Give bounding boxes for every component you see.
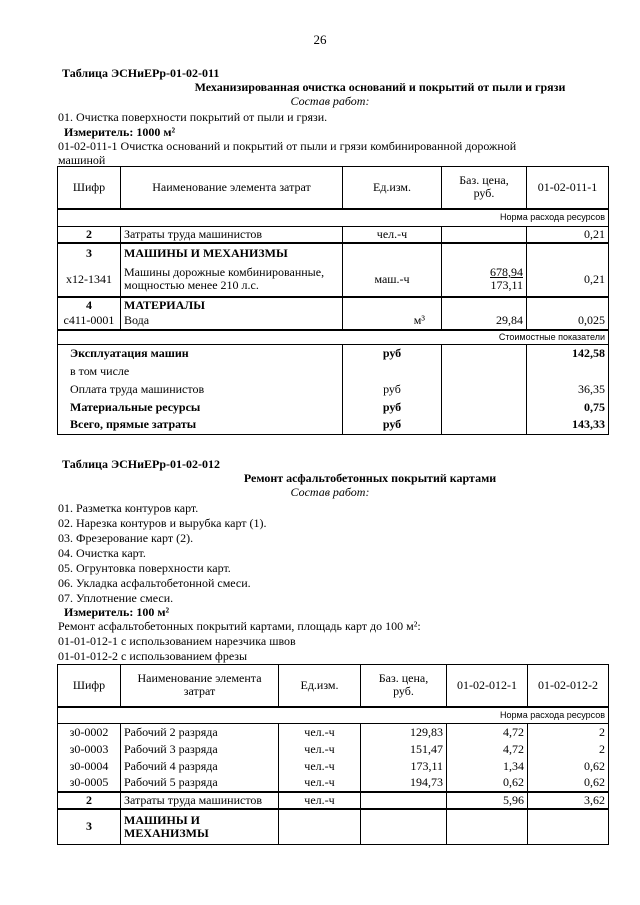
row-code: з0-0003 (58, 741, 121, 758)
row-value: 36,35 (527, 380, 609, 398)
table1-title: Механизированная очистка оснований и покрытий от пыли и грязи (194, 80, 566, 94)
row-name: Затраты труда машинистов (121, 227, 343, 243)
row-value: 0,025 (527, 313, 609, 330)
section-title-materials: МАТЕРИАЛЫ (121, 297, 343, 313)
row-unit: чел.-ч (279, 792, 361, 809)
col-price-header: Баз. цена, руб. (361, 665, 447, 707)
table-row (58, 362, 609, 380)
col-price-header: Баз. цена, руб. (442, 167, 527, 209)
table2-heading: Таблица ЭСНиЕРр-01-02-012 (62, 457, 221, 471)
row-value: 0,21 (527, 227, 609, 243)
row-price (442, 227, 527, 243)
row-code: 3 (58, 243, 121, 263)
row-unit: руб (343, 416, 442, 434)
table2-work-item: 07. Уплотнение смеси. (58, 591, 174, 605)
table-row (58, 313, 609, 330)
row-value-2: 3,62 (528, 792, 609, 809)
row-name: Вода (121, 313, 343, 330)
table-row (58, 775, 609, 792)
table1-description: 01-02-011-1 Очистка оснований и покрытий от пыли и грязи комбинированной дорожной (58, 139, 517, 153)
row-code: з0-0004 (58, 758, 121, 775)
row-unit: чел.-ч (279, 758, 361, 775)
table1-work-item: 01. Очистка поверхности покрытий от пыли и грязи. (58, 110, 328, 124)
table2-description: Ремонт асфальтобетонных покрытий картами, площадь карт до 100 м²: (58, 619, 421, 633)
row-code: 2 (58, 792, 121, 809)
norm-label: Норма расхода ресурсов (58, 209, 609, 227)
table1-heading: Таблица ЭСНиЕРр-01-02-011 (62, 66, 220, 80)
row-name: Оплата труда машинистов (58, 380, 343, 398)
table1-header-row (58, 167, 609, 209)
table1-description-cont: машиной (58, 153, 106, 167)
row-code: х12-1341 (58, 263, 121, 297)
row-unit: м³ (343, 313, 442, 330)
row-unit: чел.-ч (343, 227, 442, 243)
row-code: з0-0002 (58, 724, 121, 741)
table2-work-item: 06. Укладка асфальтобетонной смеси. (58, 576, 251, 590)
table-row (58, 758, 609, 775)
row-unit: чел.-ч (279, 775, 361, 792)
cost-label-row (58, 330, 609, 345)
table2-work-item: 01. Разметка контуров карт. (58, 501, 199, 515)
row-value-2: 0,62 (528, 775, 609, 792)
section-title-machines: МАШИНЫ И МЕХАНИЗМЫ (121, 243, 343, 263)
row-price: 29,84 (442, 313, 527, 330)
table2 (57, 664, 609, 845)
table-row (58, 724, 609, 741)
row-value-2: 2 (528, 741, 609, 758)
row-code: 2 (58, 227, 121, 243)
row-name: Рабочий 3 разряда (121, 741, 279, 758)
table-row (58, 809, 609, 845)
col-name-header: Наименование элемента затрат (121, 167, 343, 209)
row-unit: чел.-ч (279, 741, 361, 758)
table2-work-item: 05. Огрунтовка поверхности карт. (58, 561, 231, 575)
row-name: Затраты труда машинистов (121, 792, 279, 809)
table2-work-item: 04. Очистка карт. (58, 546, 146, 560)
table1-work-label: Состав работ: (290, 94, 370, 108)
row-price: 151,47 (361, 741, 447, 758)
col-name-header: Наименование элемента затрат (121, 665, 279, 707)
row-name: Машины дорожные комбинированные, мощностью менее 210 л.с. (121, 263, 343, 297)
table2-meter: Измеритель: 100 м² (64, 605, 170, 619)
table-row (58, 380, 609, 398)
table2-variant: 01-01-012-1 с использованием нарезчика швов (58, 634, 296, 648)
row-price (361, 792, 447, 809)
table-row (58, 263, 609, 297)
row-unit: чел.-ч (279, 724, 361, 741)
table2-work-item: 03. Фрезерование карт (2). (58, 531, 194, 545)
row-name: Эксплуатация машин (58, 344, 343, 362)
row-value-2: 2 (528, 724, 609, 741)
row-unit: руб (343, 380, 442, 398)
col-code-header: Шифр (58, 167, 121, 209)
table2-work-label: Состав работ: (290, 485, 370, 499)
section-title-machines: МАШИНЫ И МЕХАНИЗМЫ (121, 809, 279, 845)
row-price: 194,73 (361, 775, 447, 792)
row-code: 3 (58, 809, 121, 845)
row-value: 142,58 (527, 344, 609, 362)
table-row (58, 792, 609, 809)
row-name: Материальные ресурсы (58, 398, 343, 416)
norm-label-row (58, 707, 609, 724)
col-unit-header: Ед.изм. (343, 167, 442, 209)
row-code: з0-0005 (58, 775, 121, 792)
row-name: в том числе (58, 362, 343, 380)
row-value-1: 0,62 (447, 775, 528, 792)
table-row (58, 297, 609, 313)
row-code: с411-0001 (58, 313, 121, 330)
table-row (58, 243, 609, 263)
row-value-1: 1,34 (447, 758, 528, 775)
row-value: 0,21 (527, 263, 609, 297)
row-name: Рабочий 2 разряда (121, 724, 279, 741)
col-norm-header-2: 01-02-012-2 (528, 665, 609, 707)
norm-label: Норма расхода ресурсов (58, 707, 609, 724)
table2-header-row (58, 665, 609, 707)
col-norm-header-1: 01-02-012-1 (447, 665, 528, 707)
row-name: Всего, прямые затраты (58, 416, 343, 434)
table-row (58, 227, 609, 243)
col-code-header: Шифр (58, 665, 121, 707)
table2-variant: 01-01-012-2 с использованием фрезы (58, 649, 248, 663)
table-row (58, 416, 609, 434)
table2-work-item: 02. Нарезка контуров и вырубка карт (1). (58, 516, 267, 530)
col-unit-header: Ед.изм. (279, 665, 361, 707)
page-number: 26 (313, 32, 327, 47)
norm-label-row (58, 209, 609, 227)
row-code: 4 (58, 297, 121, 313)
table-row (58, 398, 609, 416)
row-value-1: 4,72 (447, 724, 528, 741)
row-value: 143,33 (527, 416, 609, 434)
row-price: 173,11 (361, 758, 447, 775)
row-name: Рабочий 5 разряда (121, 775, 279, 792)
cost-label: Стоимостные показатели (58, 330, 609, 345)
table1 (57, 166, 609, 435)
row-price: 129,83 (361, 724, 447, 741)
table-row (58, 741, 609, 758)
table-row (58, 344, 609, 362)
col-norm-header: 01-02-011-1 (527, 167, 609, 209)
row-unit: руб (343, 344, 442, 362)
table1-meter: Измеритель: 1000 м² (64, 125, 176, 139)
row-unit: маш.-ч (343, 263, 442, 297)
row-value-2: 0,62 (528, 758, 609, 775)
row-name: Рабочий 4 разряда (121, 758, 279, 775)
row-price: 678,94 173,11 (442, 263, 527, 297)
row-value: 0,75 (527, 398, 609, 416)
row-value-1: 4,72 (447, 741, 528, 758)
table2-title: Ремонт асфальтобетонных покрытий картами (243, 471, 497, 485)
row-unit: руб (343, 398, 442, 416)
row-value-1: 5,96 (447, 792, 528, 809)
